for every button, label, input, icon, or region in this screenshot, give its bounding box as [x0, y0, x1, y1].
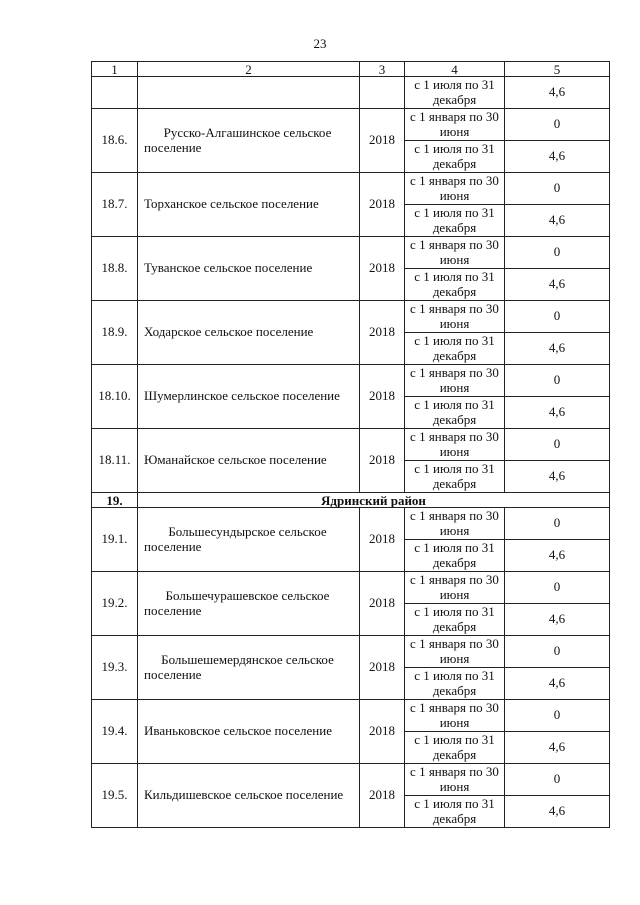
- year-cell: 2018: [360, 636, 405, 700]
- settlement-row: [92, 572, 610, 604]
- value-cell: 4,6: [505, 668, 610, 700]
- settlement-row: [92, 700, 610, 732]
- name-cell: Торханское сельское поселение: [138, 173, 360, 237]
- period-cell: с 1 июля по 31 декабря: [405, 205, 505, 237]
- name-cell: Большесундырское сельское поселение: [138, 508, 360, 572]
- settlement-row: [92, 636, 610, 668]
- number-cell: 18.10.: [92, 365, 138, 429]
- name-cell: Русско-Алгашинское сельское поселение: [138, 109, 360, 173]
- value-cell: 4,6: [505, 205, 610, 237]
- period-cell: с 1 июля по 31 декабря: [405, 269, 505, 301]
- value-cell: 4,6: [505, 732, 610, 764]
- value-cell: 0: [505, 109, 610, 141]
- period-cell: с 1 июля по 31 декабря: [405, 397, 505, 429]
- settlement-row: [92, 764, 610, 796]
- number-cell: 18.9.: [92, 301, 138, 365]
- settlement-row: [92, 508, 610, 540]
- settlement-row: [92, 237, 610, 269]
- year-cell: 2018: [360, 572, 405, 636]
- page-number: 23: [313, 36, 327, 51]
- value-cell: 0: [505, 700, 610, 732]
- period-cell: с 1 января по 30 июня: [405, 109, 505, 141]
- period-cell: с 1 июля по 31 декабря: [405, 77, 505, 109]
- number-cell: 19.5.: [92, 764, 138, 828]
- period-cell: с 1 июля по 31 декабря: [405, 668, 505, 700]
- name-cell: Туванское сельское поселение: [138, 237, 360, 301]
- name-cell: Иваньковское сельское поселение: [138, 700, 360, 764]
- year-cell: 2018: [360, 365, 405, 429]
- period-cell: с 1 июля по 31 декабря: [405, 604, 505, 636]
- name-cell: [138, 77, 360, 109]
- value-cell: 4,6: [505, 333, 610, 365]
- year-cell: 2018: [360, 237, 405, 301]
- district-number: 19.: [92, 493, 138, 508]
- value-cell: 4,6: [505, 461, 610, 493]
- value-cell: 4,6: [505, 540, 610, 572]
- number-cell: [92, 77, 138, 109]
- settlement-row: [92, 173, 610, 205]
- value-cell: 4,6: [505, 397, 610, 429]
- year-cell: 2018: [360, 764, 405, 828]
- value-cell: 0: [505, 365, 610, 397]
- period-cell: с 1 июля по 31 декабря: [405, 540, 505, 572]
- value-cell: 4,6: [505, 269, 610, 301]
- value-cell: 0: [505, 636, 610, 668]
- value-cell: 0: [505, 301, 610, 333]
- period-cell: с 1 января по 30 июня: [405, 173, 505, 205]
- number-cell: 18.11.: [92, 429, 138, 493]
- name-cell: Ходарское сельское поселение: [138, 301, 360, 365]
- name-cell: Большешемердянское сельское поселение: [138, 636, 360, 700]
- number-cell: 19.1.: [92, 508, 138, 572]
- value-cell: 0: [505, 572, 610, 604]
- header-cell: 2: [138, 62, 360, 77]
- value-cell: 0: [505, 173, 610, 205]
- name-cell: Большечурашевское сельское поселение: [138, 572, 360, 636]
- value-cell: 4,6: [505, 796, 610, 828]
- table-header-row: [92, 62, 610, 77]
- number-cell: 18.6.: [92, 109, 138, 173]
- value-cell: 0: [505, 764, 610, 796]
- year-cell: 2018: [360, 700, 405, 764]
- period-cell: с 1 января по 30 июня: [405, 237, 505, 269]
- period-cell: с 1 января по 30 июня: [405, 365, 505, 397]
- number-cell: 19.2.: [92, 572, 138, 636]
- header-cell: 1: [92, 62, 138, 77]
- number-cell: 19.3.: [92, 636, 138, 700]
- value-cell: 0: [505, 429, 610, 461]
- district-row: [92, 493, 610, 508]
- name-cell: Шумерлинское сельское поселение: [138, 365, 360, 429]
- settlement-row: [92, 429, 610, 461]
- value-cell: 4,6: [505, 141, 610, 173]
- header-cell: 4: [405, 62, 505, 77]
- year-cell: 2018: [360, 173, 405, 237]
- year-cell: 2018: [360, 508, 405, 572]
- period-cell: с 1 июля по 31 декабря: [405, 796, 505, 828]
- period-cell: с 1 января по 30 июня: [405, 764, 505, 796]
- period-cell: с 1 января по 30 июня: [405, 429, 505, 461]
- number-cell: 19.4.: [92, 700, 138, 764]
- district-name: Ядринский район: [138, 493, 610, 508]
- header-cell: 3: [360, 62, 405, 77]
- period-cell: с 1 января по 30 июня: [405, 700, 505, 732]
- name-cell: Кильдишевское сельское поселение: [138, 764, 360, 828]
- settlement-row: [92, 365, 610, 397]
- year-cell: 2018: [360, 301, 405, 365]
- year-cell: 2018: [360, 429, 405, 493]
- year-cell: [360, 77, 405, 109]
- value-cell: 4,6: [505, 77, 610, 109]
- period-cell: с 1 января по 30 июня: [405, 572, 505, 604]
- period-cell: с 1 июля по 31 декабря: [405, 333, 505, 365]
- number-cell: 18.7.: [92, 173, 138, 237]
- period-cell: с 1 июля по 31 декабря: [405, 461, 505, 493]
- period-cell: с 1 июля по 31 декабря: [405, 141, 505, 173]
- period-cell: с 1 января по 30 июня: [405, 508, 505, 540]
- value-cell: 0: [505, 237, 610, 269]
- value-cell: 4,6: [505, 604, 610, 636]
- year-cell: 2018: [360, 109, 405, 173]
- number-cell: 18.8.: [92, 237, 138, 301]
- settlement-row: [92, 109, 610, 141]
- name-cell: Юманайское сельское поселение: [138, 429, 360, 493]
- period-cell: с 1 января по 30 июня: [405, 636, 505, 668]
- settlements-table: [91, 61, 610, 828]
- period-cell: с 1 января по 30 июня: [405, 301, 505, 333]
- settlement-row: [92, 301, 610, 333]
- period-cell: с 1 июля по 31 декабря: [405, 732, 505, 764]
- header-cell: 5: [505, 62, 610, 77]
- continuation-row: [92, 77, 610, 109]
- value-cell: 0: [505, 508, 610, 540]
